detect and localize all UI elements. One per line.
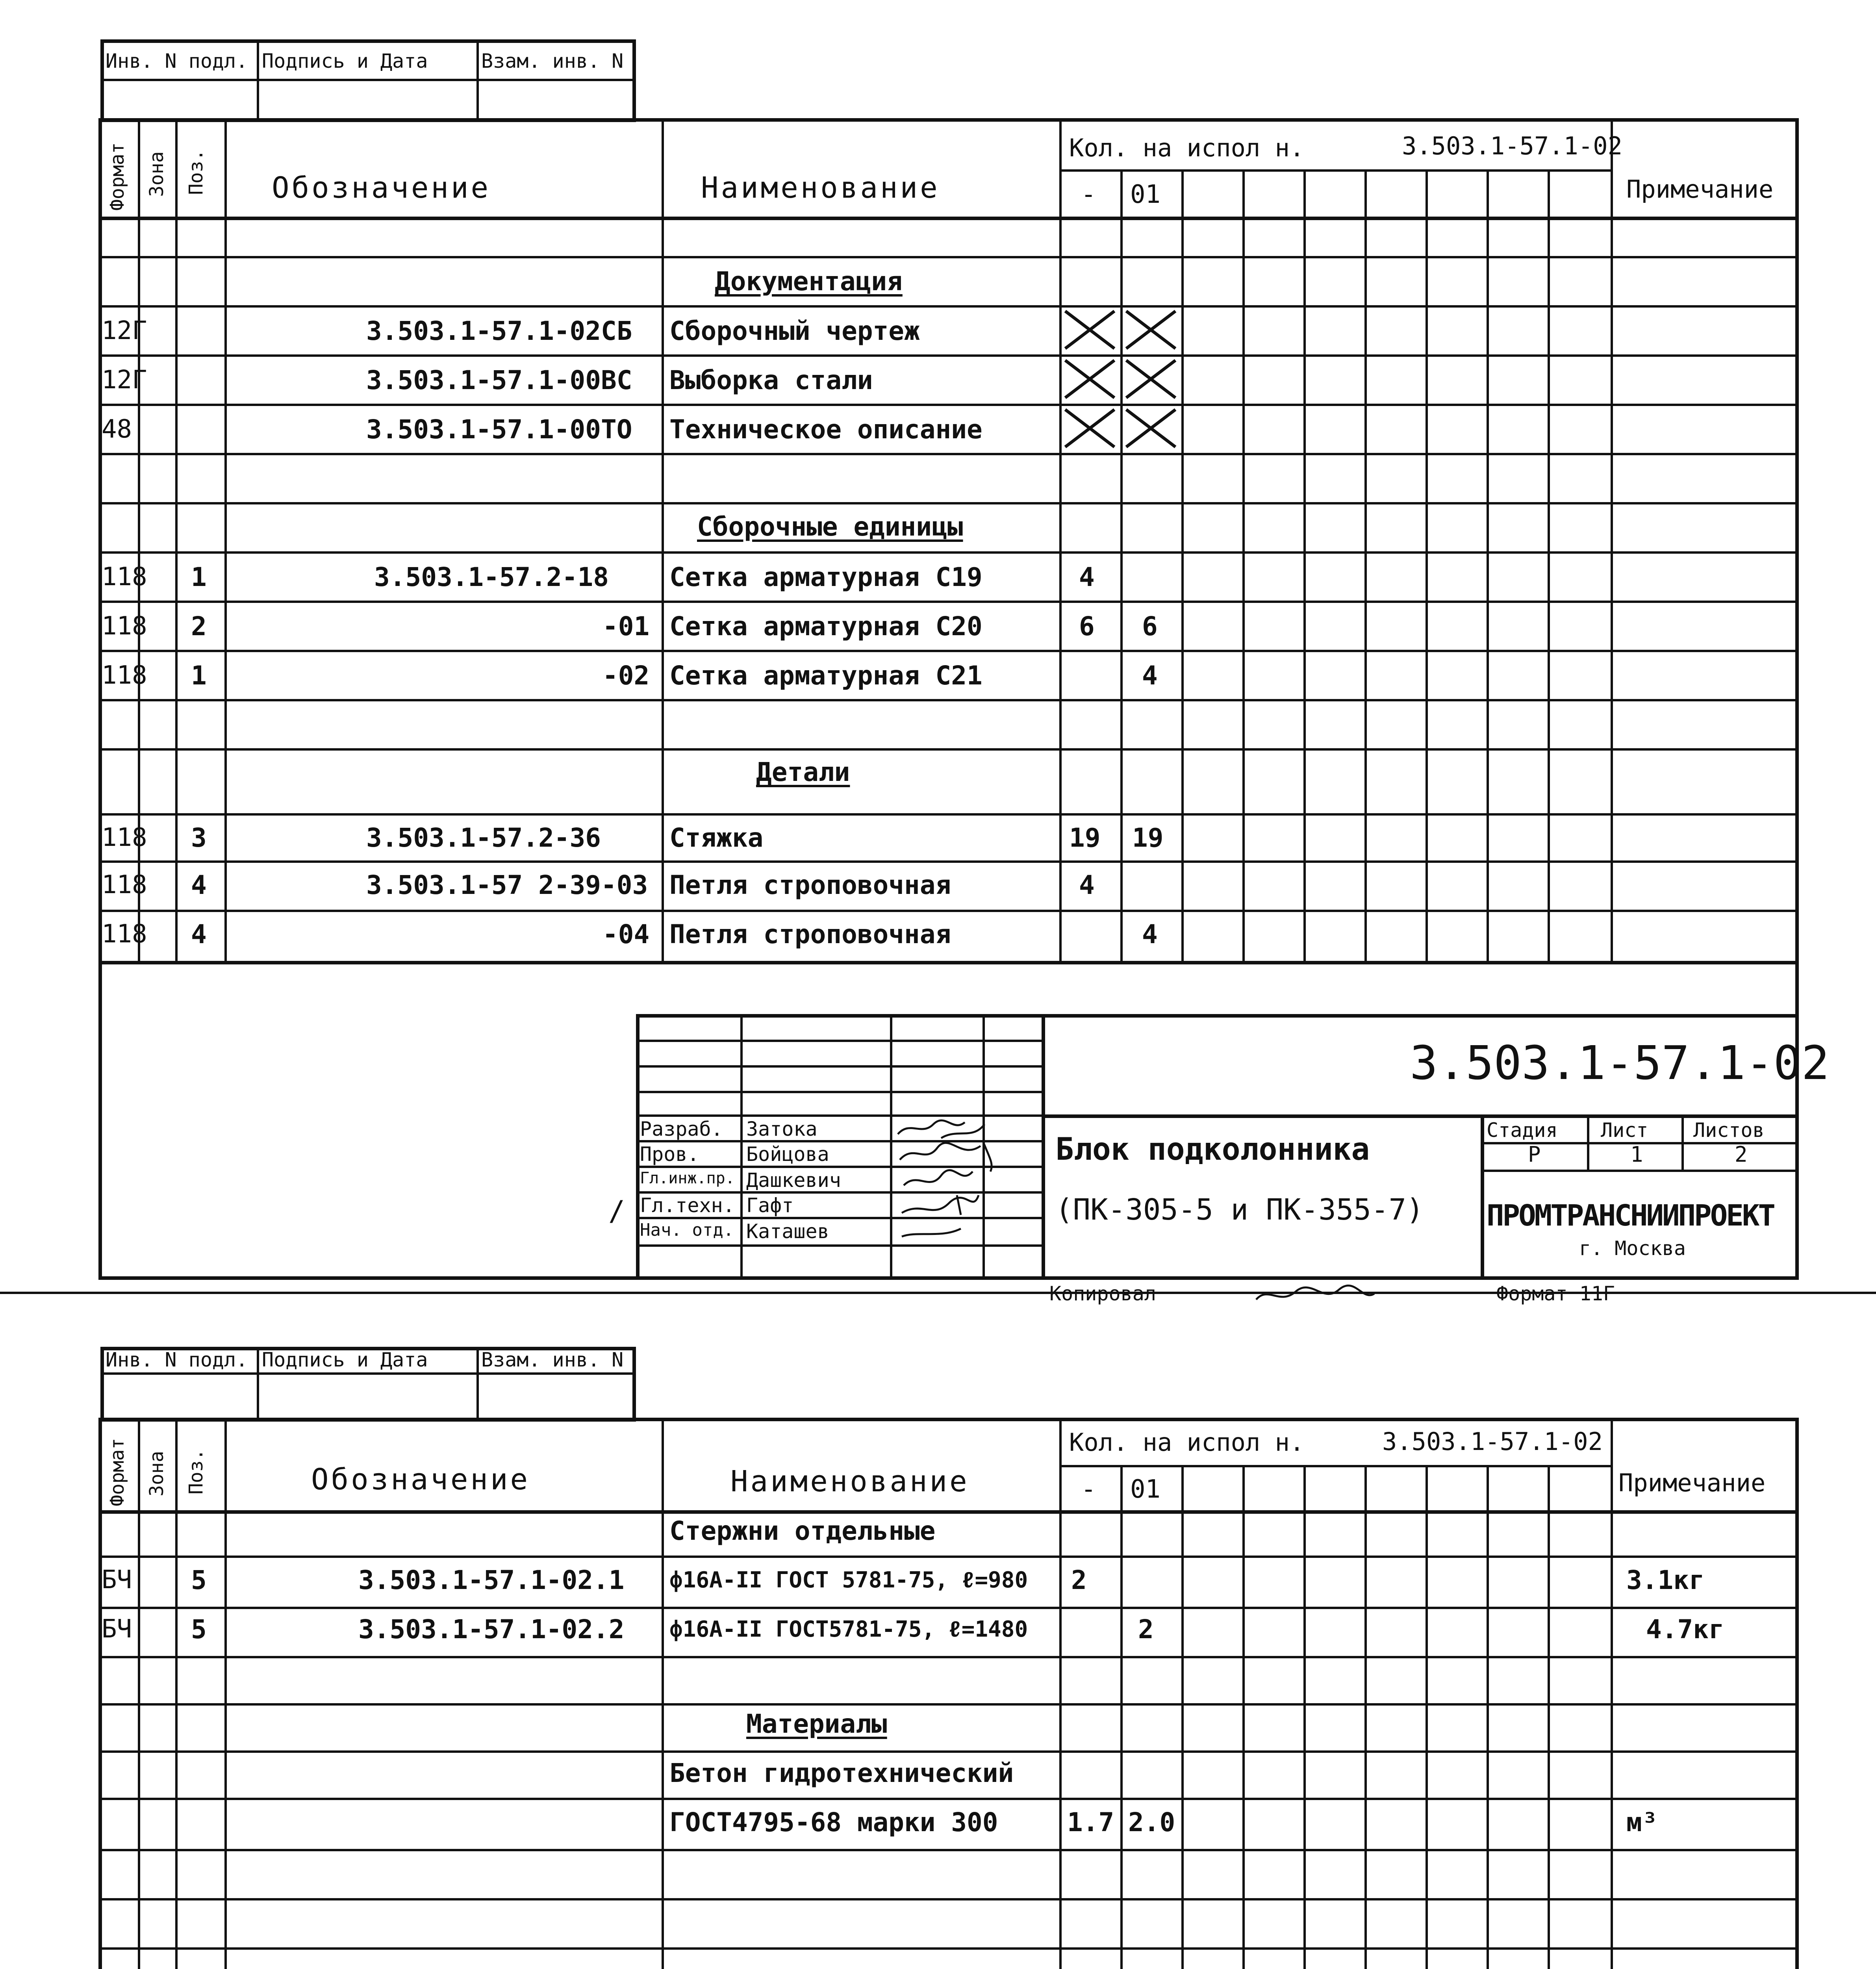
hdr-var-dash: -: [1081, 1475, 1096, 1504]
concrete-line-2: ГОСТ4795-68 марки 300: [669, 1807, 998, 1837]
row-designation: 3.503.1-57.1-02.2: [358, 1614, 625, 1645]
name-boytsova: Бойцова: [746, 1143, 829, 1166]
concrete-qty-1: 1.7: [1067, 1807, 1114, 1837]
row-poz: 5: [191, 1565, 207, 1595]
section-assembly: Сборочные единицы: [697, 512, 963, 542]
name-katashev: Каташев: [746, 1220, 829, 1243]
sheet-separator: [0, 1292, 1876, 1294]
section-rods: Стержни отдельные: [669, 1516, 936, 1546]
label-list: Лист: [1601, 1119, 1648, 1142]
concrete-qty-2: 2.0: [1128, 1807, 1175, 1837]
name-zatoka: Затока: [746, 1118, 818, 1140]
row-format: БЧ: [102, 1565, 132, 1594]
row-designation: 3.503.1-57.2-36: [366, 823, 601, 853]
row-name: Сетка арматурная С20: [669, 611, 982, 642]
row-name: ф16А-II ГОСТ 5781-75, ℓ=980: [669, 1567, 1028, 1593]
sheet-2-frame: [98, 1418, 1799, 1969]
value-listov: 2: [1735, 1142, 1748, 1167]
role-gl-inzh: Гл.инж.пр.: [640, 1169, 735, 1187]
role-prov: Пров.: [640, 1143, 699, 1166]
hdr-naimenovanie: Наименование: [730, 1465, 970, 1498]
row-designation: 3.503.1-57.1-02.1: [358, 1565, 625, 1595]
copier-signature-icon: [1252, 1282, 1378, 1309]
stamp-inv-podl: Инв. N подл.: [106, 1348, 248, 1371]
value-stadiya: Р: [1528, 1142, 1541, 1167]
row-qty-2: 4: [1142, 660, 1158, 691]
stamp-vzam: Взам. инв. N: [481, 1348, 624, 1371]
row-poz: 4: [191, 919, 207, 949]
hdr-primechanie: Примечание: [1626, 175, 1774, 204]
title-doc-number: 3.503.1-57.1-02: [1410, 1036, 1830, 1090]
row-name: Петля строповочная: [669, 870, 951, 900]
role-razrab: Разраб.: [640, 1118, 723, 1140]
row-name: ф16А-II ГОСТ5781-75, ℓ=1480: [669, 1617, 1028, 1642]
hdr-naimenovanie: Наименование: [701, 171, 940, 205]
row-designation: -01: [602, 611, 650, 642]
name-gaft: Гафт: [746, 1194, 794, 1217]
row-format: 118: [102, 870, 147, 899]
row-note: 3.1кг: [1626, 1565, 1705, 1595]
section-materials: Материалы: [746, 1709, 887, 1739]
row-poz: 1: [191, 660, 207, 691]
row-designation: -02: [602, 660, 650, 691]
row-designation: 3.503.1-57.1-02СБ: [366, 316, 632, 346]
row-format: 118: [102, 661, 147, 690]
hdr-zona: Зона: [146, 151, 168, 197]
row-designation: 3.503.1-57.2-18: [374, 562, 609, 592]
row-format: 118: [102, 612, 147, 641]
stamp-podpis: Подпись и Дата: [262, 1348, 428, 1371]
row-poz: 4: [191, 870, 207, 900]
title-line-2: (ПК-305-5 и ПК-355-7): [1055, 1193, 1424, 1227]
value-list: 1: [1630, 1142, 1643, 1167]
hdr-format: Формат: [106, 142, 128, 211]
row-format: 48: [102, 415, 132, 444]
name-dashkevich: Дашкевич: [746, 1169, 841, 1192]
row-format: 118: [102, 920, 147, 949]
hdr-primechanie: Примечание: [1618, 1468, 1766, 1497]
row-format: БЧ: [102, 1615, 132, 1644]
row-poz: 5: [191, 1614, 207, 1645]
hdr-doc-code: 3.503.1-57.1-02: [1402, 132, 1622, 160]
hdr-poz: Поз.: [185, 1449, 207, 1494]
row-name: Выборка стали: [669, 365, 873, 395]
row-format: 118: [102, 562, 147, 591]
tick-mark: /: [608, 1195, 625, 1227]
stamp-inv-podl: Инв. N подл.: [106, 50, 248, 72]
row-poz: 2: [191, 611, 207, 642]
row-name: Петля строповочная: [669, 919, 951, 949]
hdr-var-01: 01: [1130, 1475, 1161, 1504]
row-qty-2: 2: [1138, 1614, 1154, 1645]
row-name: Техническое описание: [669, 414, 982, 445]
row-poz: 3: [191, 823, 207, 853]
role-nach-otd: Нач. отд.: [640, 1220, 734, 1240]
label-listov: Листов: [1693, 1119, 1765, 1142]
row-qty-1: 6: [1079, 611, 1095, 642]
row-designation: 3.503.1-57.1-00ВС: [366, 365, 632, 395]
row-designation: 3.503.1-57 2-39-03: [366, 870, 648, 900]
hdr-var-dash: -: [1081, 180, 1096, 209]
signature-icon: [894, 1116, 1004, 1246]
row-name: Стяжка: [669, 823, 764, 853]
footer-kopiroval: Копировал: [1049, 1282, 1156, 1305]
hdr-kol: Кол. на испол н.: [1069, 1428, 1305, 1457]
row-qty-2: 19: [1132, 823, 1164, 853]
row-designation: 3.503.1-57.1-00ТО: [366, 414, 632, 445]
hdr-poz: Поз.: [185, 149, 207, 195]
row-name: Сборочный чертеж: [669, 316, 920, 346]
row-poz: 1: [191, 562, 207, 592]
row-name: Сетка арматурная С19: [669, 562, 982, 592]
hdr-oboznachenie: Обозначение: [311, 1463, 530, 1496]
concrete-note: м³: [1626, 1807, 1658, 1837]
row-qty-1: 4: [1079, 562, 1095, 592]
hdr-oboznachenie: Обозначение: [272, 171, 491, 205]
org-name: ПРОМТРАНСНИИПРОЕКТ: [1487, 1199, 1774, 1233]
hdr-var-01: 01: [1130, 180, 1161, 209]
concrete-line-1: Бетон гидротехнический: [669, 1758, 1014, 1788]
row-name: Сетка арматурная С21: [669, 660, 982, 691]
row-qty-2: 6: [1142, 611, 1158, 642]
section-details: Детали: [756, 757, 850, 787]
footer-format: Формат 11Г: [1496, 1282, 1615, 1305]
hdr-zona: Зона: [146, 1451, 168, 1496]
row-qty-1: 19: [1069, 823, 1101, 853]
label-stadiya: Стадия: [1487, 1119, 1558, 1142]
hdr-format: Формат: [106, 1438, 128, 1506]
row-qty-1: 2: [1071, 1565, 1087, 1595]
stamp-podpis: Подпись и Дата: [262, 50, 428, 72]
row-format: 118: [102, 823, 147, 852]
role-gl-tekhn: Гл.техн.: [640, 1194, 735, 1217]
stamp-vzam: Взам. инв. N: [481, 50, 624, 72]
cross-mark-icon: [1059, 305, 1181, 453]
hdr-kol: Кол. на испол н.: [1069, 133, 1305, 162]
row-qty-1: 4: [1079, 870, 1095, 900]
row-designation: -04: [602, 919, 650, 949]
row-note: 4.7кг: [1646, 1614, 1724, 1645]
section-documentation: Документация: [715, 266, 903, 297]
row-qty-2: 4: [1142, 919, 1158, 949]
title-line-1: Блок подколонника: [1055, 1132, 1370, 1167]
row-format: 12Г: [102, 365, 147, 395]
hdr-doc-code: 3.503.1-57.1-02: [1382, 1427, 1603, 1456]
row-format: 12Г: [102, 316, 147, 345]
org-city: г. Москва: [1579, 1237, 1686, 1260]
